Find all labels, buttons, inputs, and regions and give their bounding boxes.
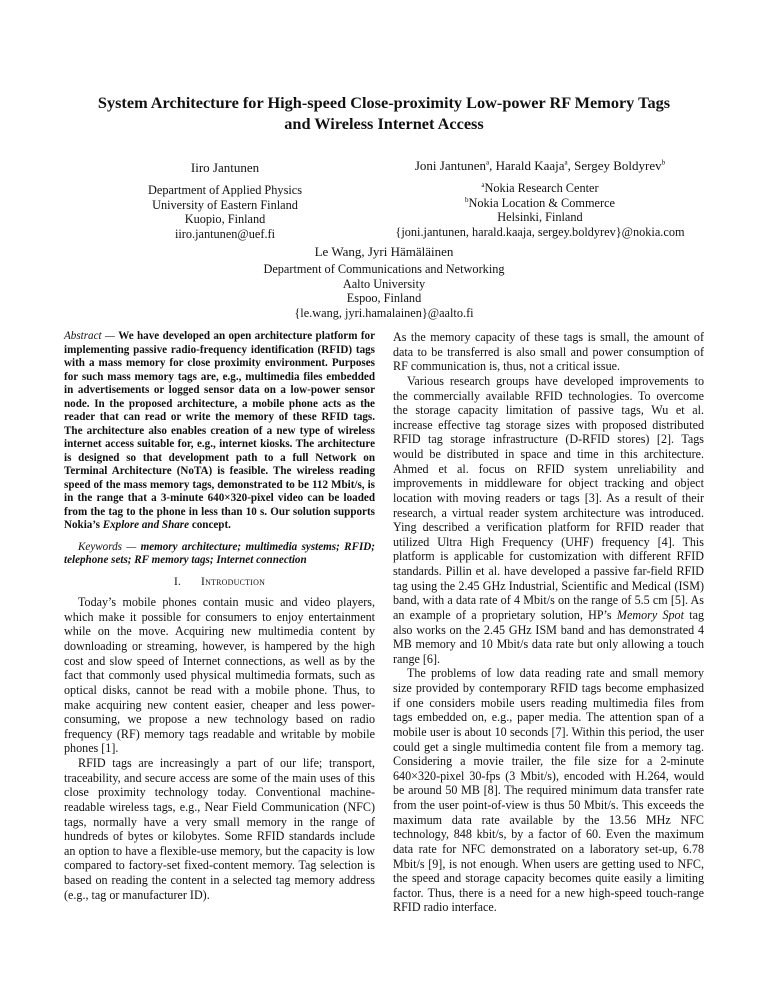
title-line-2: and Wireless Internet Access	[284, 113, 484, 133]
keywords-text: memory architecture; multimedia systems; RFID; telephone sets; RF memory tags; Internet connection	[64, 540, 375, 566]
abstract	[64, 330, 375, 533]
body-paragraph: As the memory capacity of these tags is small, the amount of data to be transferred is also small and power consumption of RF communication is, thus, not a critical issue.	[393, 330, 704, 374]
body-paragraph: The problems of low data reading rate and small memory size provided by contemporary RFID tags become emphasized if one considers mobile users reading multimedia files from tags embedded on, e.g., paper media. The attention span of a mobile user is about 10 seconds [7]. Within this period, the user could get a single multimedia content file from a memory tag. Considering a movie trailer, the file size for a 2-minute 640×320-pixel 30-fps (3 Mbit/s), encoded with H.264, would be around 50 MB [8]. The required minimum data transfer rate from the user point-of-view is thus 50 Mbit/s. This exceeds the maximum data rate available by the 13.56 MHz NFC technology, 848 kbit/s, by a factor of 60. Even the maximum data rate for NFC demonstrated on a laboratory set-up, 6.78 Mbit/s [9], is not enough. When users are getting used to NFC, the speed and storage capacity becomes quite easily a limiting factor. Thus, there is a need for a new high-speed touch-range RFID radio interface.	[393, 666, 704, 915]
section-heading	[64, 575, 375, 590]
affiliation-line: University of Eastern Finland	[152, 197, 298, 212]
body-paragraph: RFID tags are increasingly a part of our life; transport, traceability, and secure access are some of the main uses of this close proximity technology today. Conventional machine-readable wireless tags, e.g., Near Field Communication (NFC) tags, normally have a very small memory in the range of hundreds of bytes or kilobytes. Some RFID standards include an option to have a flexible-use memory, but the capacity is low compared to factory-set fixed-content memory. Tag selection is based on reading the content in a selected tag memory address (e.g., tag or manufacturer ID).	[64, 756, 375, 902]
author-email: {joni.jantunen, harald.kaaja, sergey.boldyrev}@nokia.com	[395, 224, 685, 239]
affiliation-mark: b	[465, 195, 469, 204]
abstract-text: We have developed an open architecture platform for implementing passive radio-frequency identification (RFID) tags with a mass memory for close proximity environment. Purposes for such mass memory tags are, e.g., multimedia files embedded in advertisements or logged sensor data on a low-power sensor node. In the proposed architecture, a mobile phone acts as the reader that can read or write the memory of these RFID tags. The architecture also enables creation of a new type of wireless internet access suitable for, e.g., internet kiosks. The architecture is designed so that development path to a full Network on Terminal Architecture (NoTA) is feasible. The wireless reading speed of the mass memory tags, demonstrated to be 112 Mbit/s, is in the range that a 3-minute 640×320-pixel video can be loaded from the tag to the phone in less than 10 s. Our solution supports Nokia’s	[64, 330, 375, 531]
author-name: Iiro Jantunen	[190, 160, 260, 175]
paragraph-text: Various research groups have developed improvements to the commercially available RFID technologies. To overcome the storage capacity limitation of passive tags, Wu et al. increase effective tag storage sizes with proposed distributed RFID tag storage infrastructure (D-RFID stores) [2]. Tags would be distributed in space and time in this architecture. Ahmed et al. focus on RFID system unreliability and improvements in middleware for object tracking and object location with moving readers or tags [3]. As a result of their research, a virtual reader system architecture was introduced. Ying described a verification platform for RFID reader that utilized Ultra High Frequency (UHF) frequency [4]. This platform is applicable for customization with different RFID standards. Pillin et al. have developed a passive far-field RFID tag using the 2.45 GHz Industrial, Scientific and Medical (ISM) band, with a data rate of 4 Mbit/s on the range of 5.5 cm [5]. As an example of a proprietary solution, HP’s	[393, 373, 704, 622]
right-column	[393, 330, 704, 915]
author-email: {le.wang, jyri.hamalainen}@aalto.fi	[294, 305, 474, 320]
section-number: I.	[173, 575, 182, 588]
affiliation-line: Kuopio, Finland	[184, 212, 266, 227]
affiliation-mark: a	[564, 158, 568, 167]
keywords-lead: Keywords	[78, 540, 122, 553]
author-email: iiro.jantunen@uef.fi	[174, 226, 276, 241]
affiliation-mark: b	[661, 158, 666, 167]
affiliation-line: Espoo, Finland	[346, 291, 422, 306]
affiliation-line	[380, 181, 700, 196]
paragraph-text-tail: tag also works on the 2.45 GHz ISM band and has demonstrated 4 MB memory and 10 Mbit/s data rate but only allowing a touch range [6].	[393, 607, 704, 666]
author-block-bottom	[234, 244, 534, 320]
keywords-dash: —	[121, 540, 141, 553]
abstract-lead: Abstract	[64, 330, 102, 342]
section-title: Introduction	[201, 575, 266, 588]
body-paragraph: Today’s mobile phones contain music and video players, which make it possible for consumers to enjoy entertainment while on the move. Acquiring new multimedia content by downloading or streaming, however, is hampered by the high cost and slow speed of Internet connections, as well as by the fact that commonly used physical multimedia formats, such as optical disks, cannot be read with a mobile phone. Thus, to make acquiring new content easier, cheaper and less power-consuming, we propose a new technology based on radio frequency (RF) memory tags readable and writable by mobile phones [1].	[64, 595, 375, 756]
paragraph-italic: Memory Spot	[616, 607, 684, 622]
author-names: Le Wang, Jyri Hämäläinen	[314, 244, 454, 259]
abstract-italic: Explore and Share	[102, 519, 190, 531]
affiliation-line	[380, 196, 700, 211]
keywords	[64, 541, 375, 568]
abstract-dash: —	[101, 330, 119, 342]
author-name: , Harald Kaaja	[489, 158, 565, 173]
body-paragraph	[393, 374, 704, 667]
affiliation-line: Department of Communications and Networking	[263, 262, 505, 276]
author-name: , Sergey Boldyrev	[567, 158, 662, 173]
author-block-left	[120, 160, 330, 241]
author-name: Joni Jantunen	[414, 158, 486, 173]
affiliation-mark: a	[481, 180, 485, 189]
abstract-text-tail: concept.	[189, 519, 231, 531]
affiliation-line: Department of Applied Physics	[147, 183, 303, 197]
affiliation-text: Nokia Location & Commerce	[468, 195, 615, 210]
title-line-1: System Architecture for High-speed Close-proximity Low-power RF Memory Tags	[97, 93, 671, 112]
affiliation-text: Nokia Research Center	[484, 181, 599, 195]
author-block-right	[380, 158, 700, 239]
paper-title	[50, 93, 718, 134]
left-column	[64, 330, 375, 902]
affiliation-line: Aalto University	[342, 276, 426, 291]
affiliation-line: Helsinki, Finland	[497, 210, 583, 225]
affiliation-mark: a	[485, 158, 490, 167]
author-names	[380, 158, 700, 173]
